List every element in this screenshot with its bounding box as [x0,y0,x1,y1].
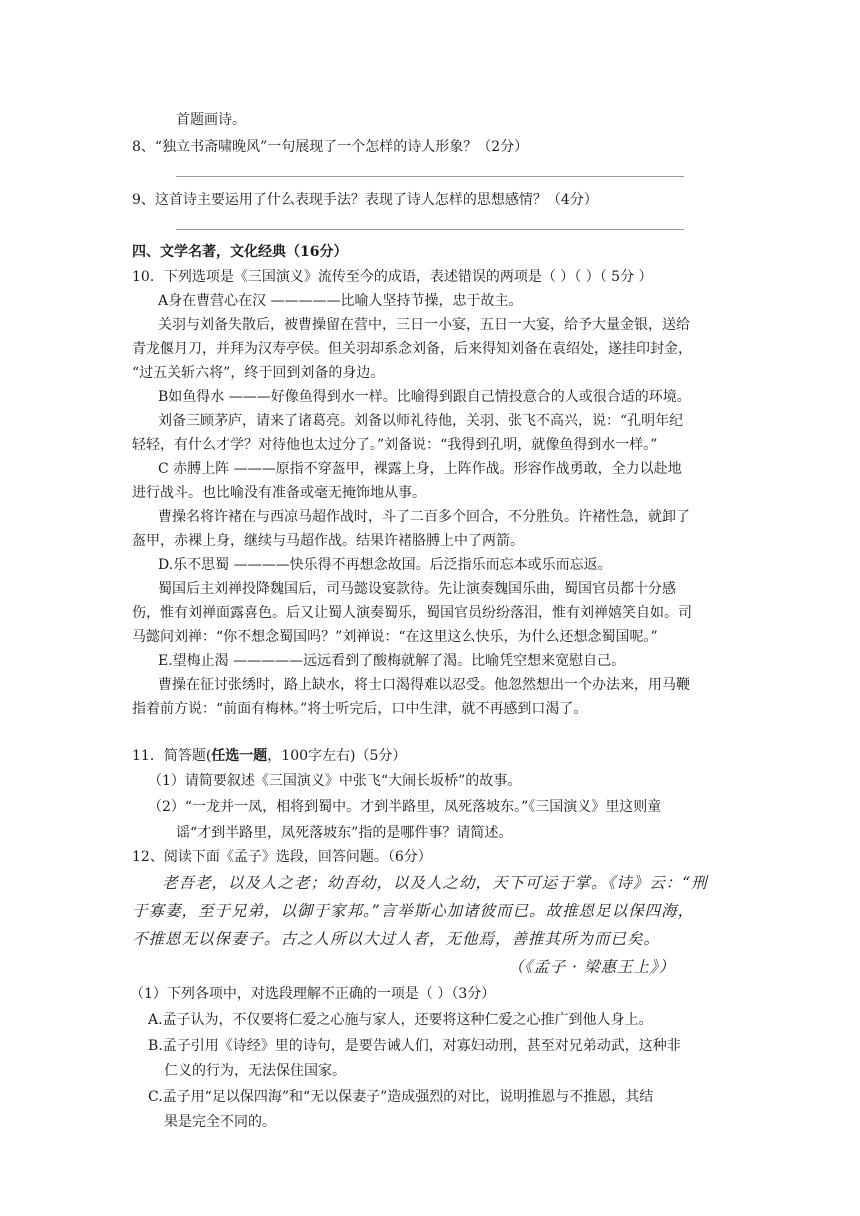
answer-line-9[interactable] [176,229,684,230]
option-c-line: 盔甲，赤裸上身，继续与马超作战。结果许褚胳膊上中了两箭。 [132,533,524,549]
mencius-passage-line: 老吾老，以及人之老；幼吾幼，以及人之幼，天下可运于掌。《诗》云：“刑 [162,874,708,892]
mencius-passage-line: 于寡妻，至于兄弟，以御于家邦。”言举斯心加诸彼而已。故推恩足以保四海， [132,902,695,920]
option-d-line: 马懿问刘禅：“你不想念蜀国吗？”刘禅说：“在这里这么快乐，为什么还想念蜀国呢。” [132,629,658,645]
option-c-line: 进行战斗。也比喻没有准备或毫无掩饰地从事。 [132,485,426,501]
question-10-stem: 10．下列选项是《三国演义》流传至今的成语，表述错误的两项是（ ）（ ）（ 5分 ） [132,269,653,285]
question-8: 8、“独立书斋啸晚风”一句展现了一个怎样的诗人形象？（2分） [132,139,529,155]
option-c-line: 曹操名将许褚在与西凉马超作战时，斗了二百多个回合，不分胜负。许褚性急，就卸了 [158,509,690,525]
option-b-line: 轻轻，有什么才学？对待他也太过分了。”刘备说：“我得到孔明，就像鱼得到水一样。” [132,437,658,453]
option-e-head: E.望梅止渴 —————远远看到了酸梅就解了渴。比喻凭空想来宽慰自己。 [158,653,626,669]
q12-option-b-cont: 仁义的行为，无法保住国家。 [164,1063,346,1079]
q11-stem-bold: 任选一题 [211,748,268,764]
option-a-line: “过五关斩六将”，终于回到刘备的身边。 [132,365,385,381]
q11-stem-pre: 11．简答题( [132,748,212,764]
q11-item-2: （2）“一龙并一凤，相将到蜀中。才到半路里，凤死落坡东。”《三国演义》里这则童 [148,799,662,815]
q11-stem-post: ，100字左右)（5分） [267,748,407,764]
q12-option-a: A.孟子认为，不仅要将仁爱之心施与家人，还要将这种仁爱之心推广到他人身上。 [148,1012,653,1028]
q7-tail: 首题画诗。 [176,112,246,128]
question-9: 9、这首诗主要运用了什么表现手法？表现了诗人怎样的思想感情？（4分） [132,192,598,208]
option-b-line: 刘备三顾茅庐，请来了诸葛亮。刘备以师礼待他，关羽、张飞不高兴，说：“孔明年纪 [158,413,684,429]
q12-option-b: B.孟子引用《诗经》里的诗句，是要告诫人们，对寡妇动刑，甚至对兄弟动武，这种非 [148,1038,681,1054]
q11-item-1: （1）请简要叙述《三国演义》中张飞“大闹长坂桥”的故事。 [148,773,522,789]
option-a-line: 关羽与刘备失散后，被曹操留在营中，三日一小宴，五日一大宴，给予大量金银，送给 [158,317,690,333]
answer-line-8[interactable] [176,176,684,177]
mencius-passage-line: 不推恩无以保妻子。古之人所以大过人者，无他焉，善推其所为而已矣。 [132,930,661,948]
question-11-stem [132,746,406,766]
q11-item-2-cont: 谣“才到半路里，凤死落坡东”指的是哪件事？请简述。 [176,825,513,841]
option-c-head: C 赤膊上阵 ———原指不穿盔甲，裸露上身，上阵作战。形容作战勇敢，全力以赴地 [158,461,682,477]
option-e-line: 指着前方说：“前面有梅林。”将士听完后，口中生津，就不再感到口渴了。 [132,701,588,717]
option-a-line: 青龙偃月刀，并拜为汉寿亭侯。但关羽却系念刘备，后来得知刘备在袁绍处，遂挂印封金， [132,341,692,357]
passage-source: （《孟子 · 梁惠王上》） [508,958,676,976]
q12-option-c: C.孟子用“足以保四海”和“无以保妻子”造成强烈的对比，说明推恩与不推恩，其结 [148,1089,654,1105]
q12-option-c-cont: 果是完全不同的。 [164,1114,276,1130]
q12-sub-1: （1）下列各项中，对选段理解不正确的一项是（ ）（3分） [130,986,496,1002]
question-12-stem: 12、阅读下面《孟子》选段，回答问题。（6分） [132,849,432,865]
section-4-title: 四、文学名著，文化经典（16分） [132,244,348,260]
option-d-head: D.乐不思蜀 ————快乐得不再想念故国。后泛指乐而忘本或乐而忘返。 [158,557,612,573]
option-a-head: A身在曹营心在汉 —————比喻人坚持节操，忠于故主。 [158,293,523,309]
option-e-line: 曹操在征讨张绣时，路上缺水，将士口渴得难以忍受。他忽然想出一个办法来，用马鞭 [158,677,690,693]
option-d-line: 伤，惟有刘禅面露喜色。后又让蜀人演奏蜀乐，蜀国官员纷纷落泪，惟有刘禅嬉笑自如。司 [132,605,692,621]
option-d-line: 蜀国后主刘禅投降魏国后，司马懿设宴款待。先让演奏魏国乐曲，蜀国官员都十分感 [158,581,676,597]
option-b-head: B如鱼得水 ———好像鱼得到水一样。比喻得到跟自己情投意合的人或很合适的环境。 [158,389,691,405]
